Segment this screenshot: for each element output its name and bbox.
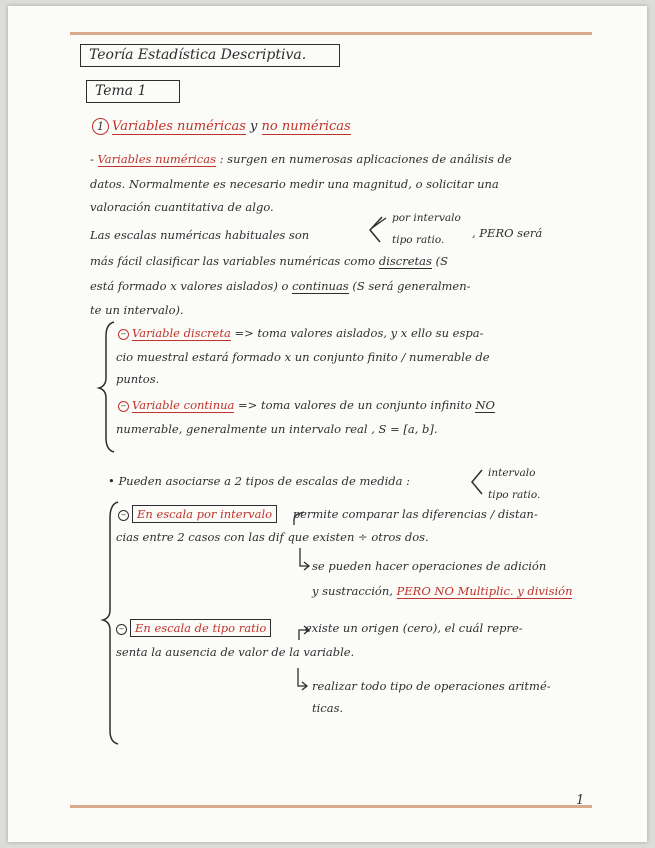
section-number: 1 bbox=[92, 118, 109, 135]
heading-numeric: Variables numéricas bbox=[112, 119, 246, 134]
p1-lead: Variables numéricas bbox=[97, 152, 216, 166]
minus-bullet-icon: − bbox=[116, 624, 127, 635]
def-continua-line1: − Variable continua => toma valores de un conjunto infinito NO bbox=[118, 400, 495, 412]
scales-bullet: • Pueden asociarse a 2 tipos de escalas de medida : bbox=[108, 474, 410, 488]
measure-option-interval: intervalo bbox=[488, 467, 536, 479]
heading-and: y bbox=[250, 119, 258, 134]
p2-line1-end: , PERO será bbox=[472, 226, 543, 240]
implies-arrow: => bbox=[238, 398, 258, 412]
minus-bullet-icon: − bbox=[118, 329, 129, 340]
ratio-line2: senta la ausencia de valor de la variable. bbox=[116, 645, 355, 659]
p2-line2: más fácil clasificar las variables numéricas como discretas (S bbox=[90, 254, 448, 268]
def-discreta-line3: puntos. bbox=[116, 372, 160, 386]
p1-line2: datos. Normalmente es necesario medir una magnitud, o solicitar una bbox=[90, 177, 499, 191]
p2-line3: está formado x valores aislados) o continuas (S será generalmen- bbox=[90, 279, 471, 293]
ratio-sub2: ticas. bbox=[312, 701, 344, 715]
definitions-brace bbox=[99, 322, 114, 452]
p1-line1: - Variables numéricas : surgen en numerosas aplicaciones de análisis de bbox=[90, 152, 512, 166]
interval-line2: cias entre 2 casos con las dif que existen ÷ otros dos. bbox=[116, 530, 429, 544]
minus-bullet-icon: − bbox=[118, 401, 129, 412]
p2-line1-start: Las escalas numéricas habituales son bbox=[90, 228, 310, 242]
interval-sub2: y sustracción, PERO NO Multiplic. y división bbox=[312, 584, 573, 598]
term-continuas: continuas bbox=[292, 279, 349, 293]
p2-line4: te un intervalo). bbox=[90, 303, 184, 317]
interval-sub1: se pueden hacer operaciones de adición bbox=[312, 559, 547, 573]
term-discretas: discretas bbox=[378, 254, 432, 268]
title-text: Teoría Estadística Descriptiva. bbox=[89, 47, 307, 63]
def-discreta-line1: − Variable discreta => toma valores aislados, y x ello su espa- bbox=[118, 328, 483, 340]
section-heading bbox=[92, 118, 351, 135]
measure-option-ratio: tipo ratio. bbox=[488, 489, 541, 501]
topic-label bbox=[86, 80, 180, 103]
scale-option-interval: por intervalo bbox=[392, 212, 461, 224]
interval-sub-arrow bbox=[300, 548, 308, 566]
implies-arrow: => bbox=[234, 326, 254, 340]
no-multiplication-note: PERO NO Multiplic. y división bbox=[396, 584, 573, 598]
label-escala-ratio: En escala de tipo ratio bbox=[130, 619, 271, 637]
heading-non-numeric: no numéricas bbox=[261, 119, 351, 134]
def-discreta-line2: cio muestral estará formado x un conjunto finito / numerable de bbox=[116, 350, 490, 364]
page-title bbox=[80, 44, 340, 67]
def-continua-line2: numerable, generalmente un intervalo real , S = [a, b]. bbox=[116, 422, 438, 436]
label-variable-discreta: Variable discreta bbox=[132, 326, 231, 340]
page-number: 1 bbox=[576, 793, 585, 808]
ratio-sub-arrow bbox=[298, 668, 306, 686]
interval-line1: − En escala por intervalo permite comparar las diferencias / distan- bbox=[118, 509, 538, 521]
scales-angle-mark bbox=[370, 217, 382, 242]
label-variable-continua: Variable continua bbox=[132, 398, 235, 412]
label-escala-intervalo: En escala por intervalo bbox=[132, 505, 277, 523]
scale-option-ratio: tipo ratio. bbox=[392, 234, 445, 246]
topic-text: Tema 1 bbox=[95, 83, 147, 99]
ratio-sub1: realizar todo tipo de operaciones aritmé- bbox=[312, 679, 551, 693]
p1-line3: valoración cuantitativa de algo. bbox=[90, 200, 274, 214]
notebook-page bbox=[8, 6, 647, 842]
minus-bullet-icon: − bbox=[118, 510, 129, 521]
term-no: NO bbox=[475, 398, 495, 412]
ratio-line1: − En escala de tipo ratio existe un origen (cero), el cuál repre- bbox=[116, 623, 523, 635]
measure-angle-mark bbox=[472, 470, 482, 494]
